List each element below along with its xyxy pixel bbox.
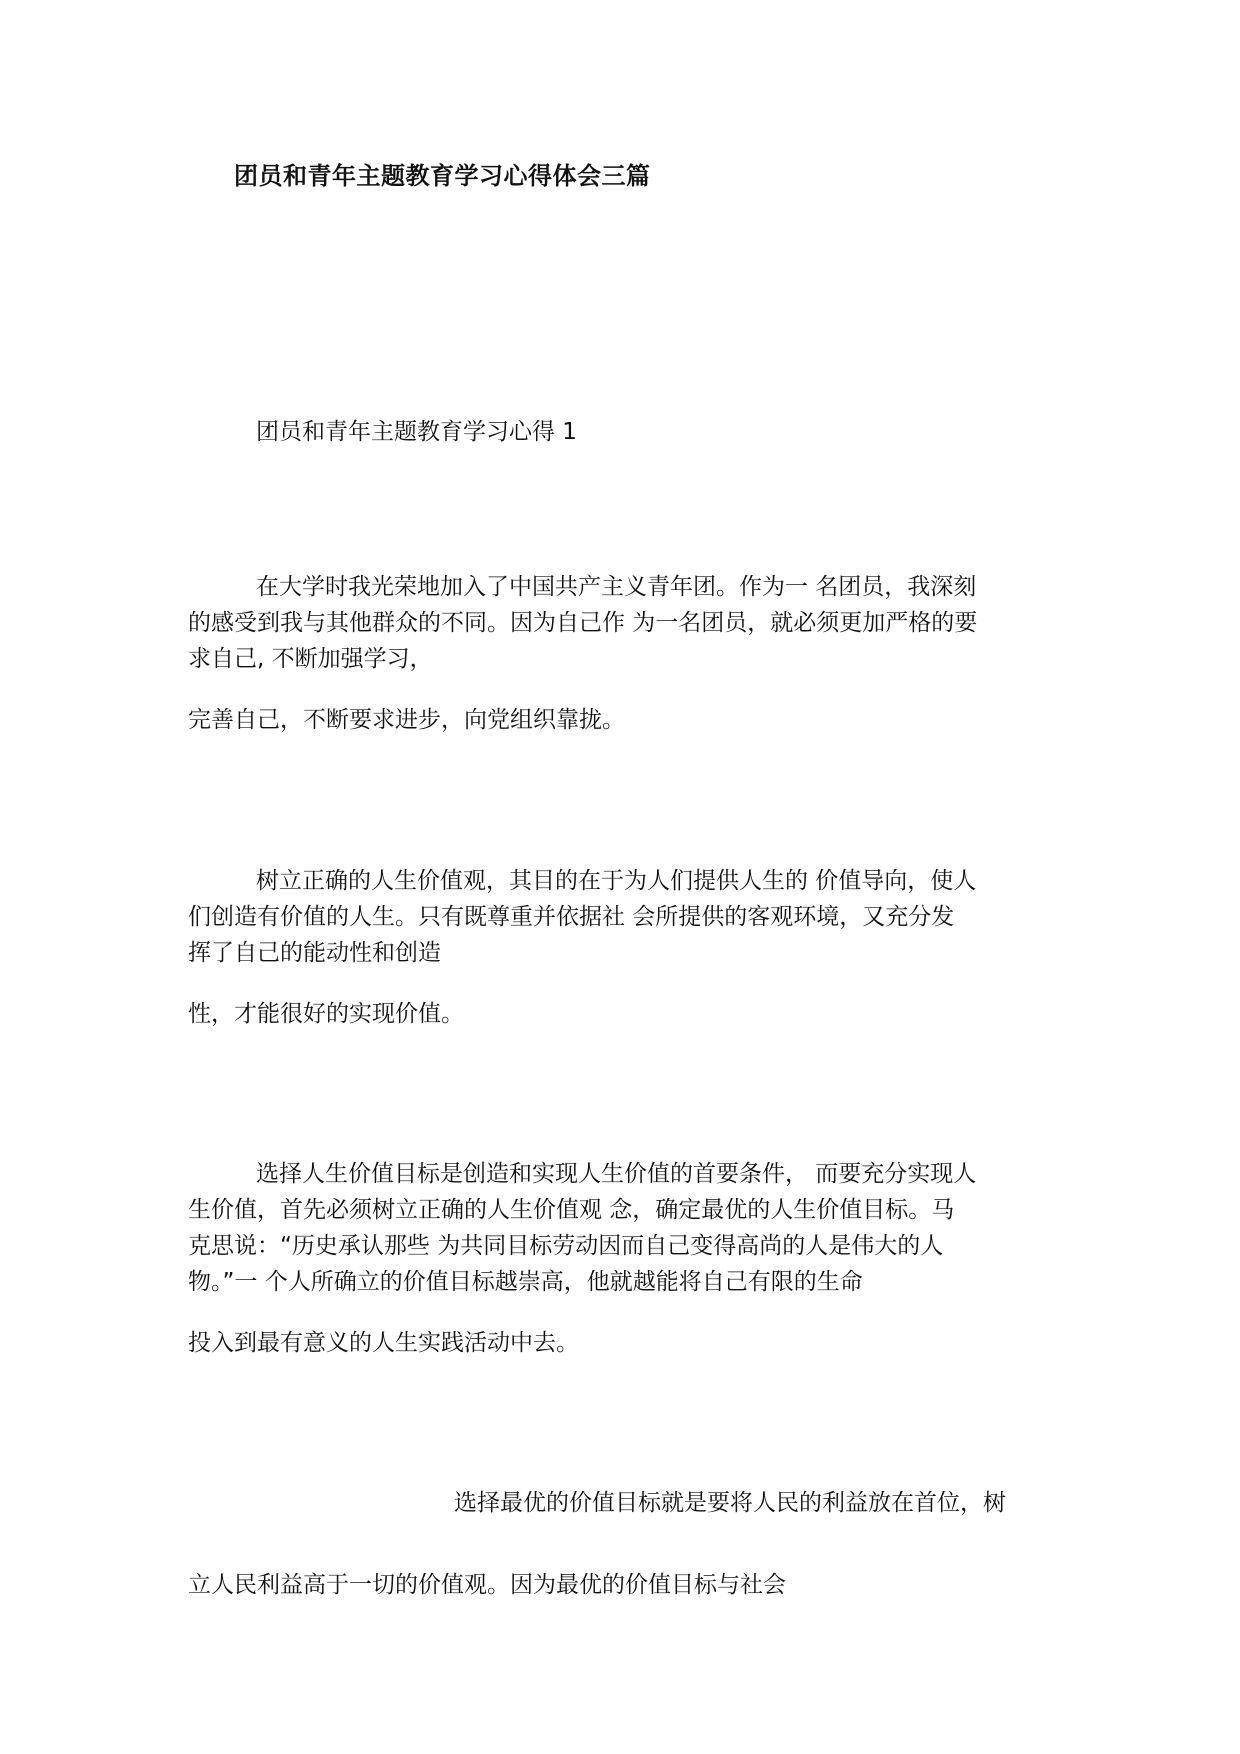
paragraph-3-continuation: 投入到最有意义的人生实践活动中去。	[188, 1330, 579, 1356]
section-heading: 团员和青年主题教育学习心得 1	[256, 419, 577, 445]
paragraph-2-line-1: 树立正确的人生价值观，其目的在于为人们提供人生的 价值导向，使人	[256, 868, 977, 894]
document-title: 团员和青年主题教育学习心得体会三篇	[234, 162, 651, 190]
paragraph-3-line-1: 选择人生价值目标是创造和实现人生价值的首要条件， 而要充分实现人	[256, 1161, 977, 1187]
paragraph-1-continuation: 完善自己，不断要求进步，向党组织靠拢。	[188, 707, 625, 733]
paragraph-4-continuation: 立人民利益高于一切的价值观。因为最优的价值目标与社会	[188, 1572, 786, 1598]
paragraph-4-line-1: 选择最优的价值目标就是要将人民的利益放在首位，树	[454, 1490, 1006, 1516]
paragraph-2-line-2: 们创造有价值的人生。只有既尊重并依据社 会所提供的客观环境，又充分发	[188, 904, 955, 930]
paragraph-3-line-2: 生价值，首先必须树立正确的人生价值观 念，确定最优的人生价值目标。马	[188, 1197, 955, 1223]
paragraph-1-line-2: 的感受到我与其他群众的不同。因为自己作 为一名团员，就必须更加严格的要	[188, 610, 978, 636]
paragraph-2-continuation: 性，才能很好的实现价值。	[188, 1001, 464, 1027]
paragraph-3-line-3: 克思说：“历史承认那些 为共同目标劳动因而自己变得高尚的人是伟大的人	[188, 1233, 944, 1259]
paragraph-2-line-3: 挥了自己的能动性和创造	[188, 940, 441, 966]
paragraph-1-line-1: 在大学时我光荣地加入了中国共产主义青年团。作为一 名团员，我深刻	[256, 574, 977, 600]
paragraph-1-line-3: 求自己, 不断加强学习，	[188, 646, 433, 672]
paragraph-3-line-4: 物。”一 个人所确立的价值目标越崇高，他就越能将自己有限的生命	[188, 1269, 863, 1295]
